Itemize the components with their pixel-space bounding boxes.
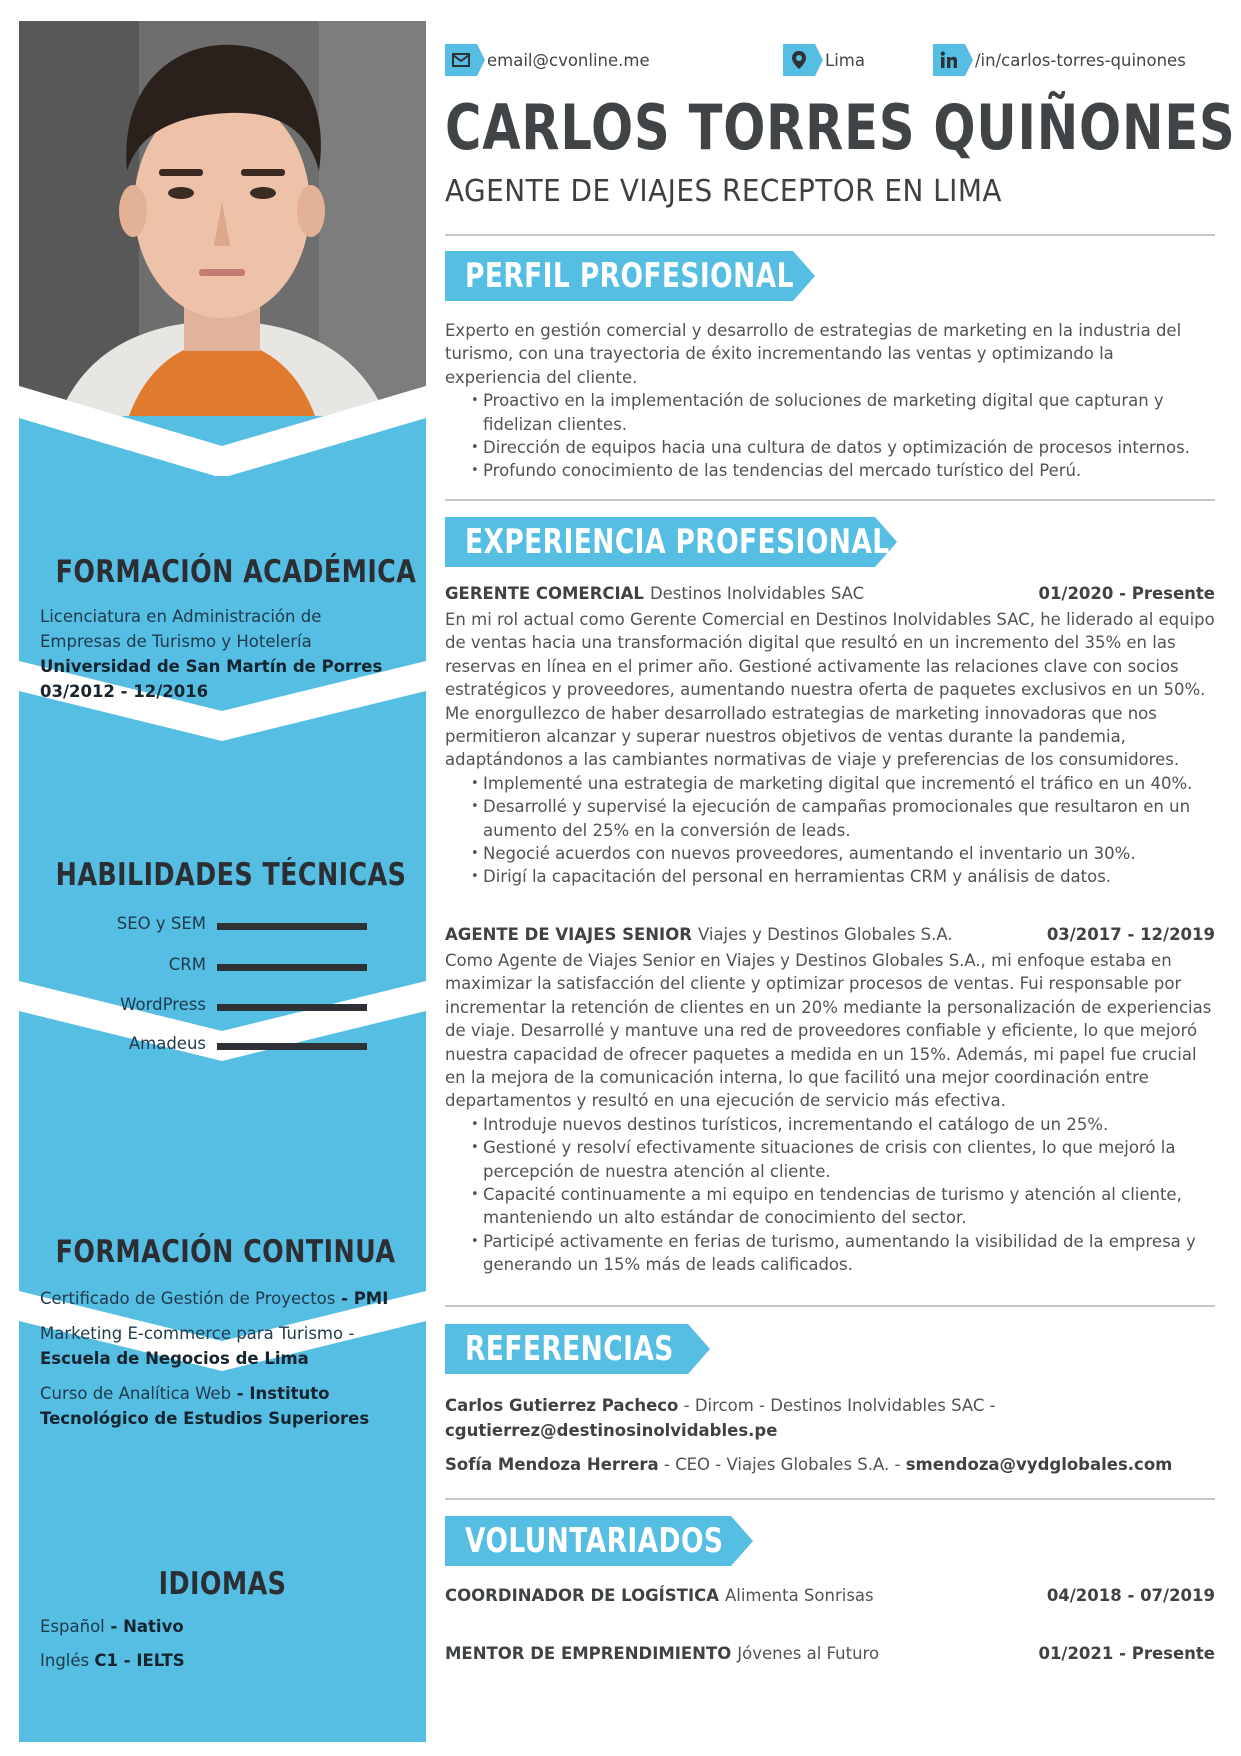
course-org: PMI: [353, 1289, 389, 1308]
job-role: AGENTE DE VIAJES SENIOR: [445, 925, 692, 944]
skill-bar-fill: [217, 923, 367, 930]
language-item: [19, 1648, 426, 1673]
profile-body: [445, 319, 1215, 483]
candidate-name: CARLOS TORRES QUIÑONES: [445, 91, 1236, 164]
education-dates: 03/2012 - 12/2016: [40, 682, 209, 701]
reference-detail: - CEO - Viajes Globales S.A. -: [658, 1455, 906, 1474]
chevron-divider: [19, 386, 426, 476]
reference-item: [445, 1452, 1215, 1477]
volunteer-item: [445, 1586, 1215, 1610]
course-item: [19, 1321, 426, 1371]
list-item: • Dirigí la capacitación del personal en herramientas CRM y análisis de datos.: [483, 865, 1215, 888]
languages-section: [19, 1566, 426, 1673]
contact-location: [783, 43, 865, 77]
list-item: • Capacité continuamente a mi equipo en tendencias de turismo y atención al cliente, manteniendo un alto estándar de conocimiento del sector.: [483, 1183, 1215, 1230]
volunteer-item: [445, 1644, 1215, 1668]
skill-name: SEO y SEM: [116, 914, 206, 933]
profile-title: PERFIL PROFESIONAL: [465, 256, 794, 296]
volunteer-role: MENTOR DE EMPRENDIMIENTO: [445, 1644, 732, 1663]
language-name: Inglés: [40, 1651, 90, 1670]
course-sep: -: [343, 1324, 355, 1343]
job-bullets: [445, 772, 1215, 889]
volunteer-date-start: 04/2018: [1046, 1586, 1122, 1605]
course-name: Curso de Analítica Web: [40, 1384, 232, 1403]
profile-bullets: [445, 389, 1215, 483]
skill-bar: [217, 923, 367, 930]
volunteering-title: VOLUNTARIADOS: [465, 1521, 724, 1561]
course-org: Escuela de Negocios de Lima: [40, 1349, 309, 1368]
skill-bar: [217, 1043, 367, 1050]
reference-item: [445, 1393, 1215, 1443]
volunteer-date-end: Presente: [1131, 1644, 1215, 1663]
course-sep: -: [335, 1289, 354, 1308]
job-body: [445, 949, 1215, 1277]
volunteer-dates: [1047, 1586, 1215, 1605]
skill-bar: [217, 964, 367, 971]
education-title: FORMACIÓN ACADÉMICA: [55, 554, 417, 590]
courses-section: [19, 1234, 426, 1441]
course-name: Certificado de Gestión de Proyectos: [40, 1289, 336, 1308]
education-school: Universidad de San Martín de Porres: [40, 657, 383, 676]
list-item: • Implementé una estrategia de marketing digital que incrementó el tráfico en un 40%.: [483, 772, 1215, 795]
list-item: • Proactivo en la implementación de soluciones de marketing digital que capturan y fidelizan clientes.: [483, 389, 1215, 436]
skill-name: CRM: [168, 955, 206, 974]
reference-email[interactable]: cgutierrez@destinosinolvidables.pe: [445, 1421, 778, 1440]
experience-title: EXPERIENCIA PROFESIONAL: [465, 522, 890, 562]
envelope-icon: [445, 44, 483, 76]
volunteer-date-end: 07/2019: [1140, 1586, 1215, 1605]
reference-name: Sofía Mendoza Herrera: [445, 1455, 659, 1474]
education-degree: Licenciatura en Administración de Empresas de Turismo y Hotelería: [40, 607, 322, 651]
profile-photo: [19, 21, 426, 416]
language-level: Nativo: [123, 1617, 184, 1636]
volunteer-date-sep: -: [1121, 1586, 1141, 1605]
contact-linkedin[interactable]: [933, 43, 1186, 77]
job-dates: [1038, 584, 1215, 603]
skills-title: HABILIDADES TÉCNICAS: [55, 857, 407, 893]
job-dates: [1047, 925, 1215, 944]
job-date-start: 03/2017: [1046, 925, 1122, 944]
course-name: Marketing E-commerce para Turismo: [40, 1324, 344, 1343]
job-header: [445, 925, 1215, 949]
divider: [445, 1498, 1215, 1500]
skills-section: [19, 857, 426, 893]
course-item: [19, 1286, 426, 1311]
skill-name: WordPress: [120, 995, 206, 1014]
list-item: • Dirección de equipos hacia una cultura de datos y optimización de procesos internos.: [483, 436, 1215, 459]
list-item: • Introduje nuevos destinos turísticos, incrementando el catálogo de un 25%.: [483, 1113, 1215, 1136]
skill-row: [19, 955, 426, 977]
list-item: • Negocié acuerdos con nuevos proveedores, aumentando el inventario un 30%.: [483, 842, 1215, 865]
list-item: • Gestioné y resolví efectivamente situaciones de crisis con clientes, lo que mejoró la percepción de nuestra atención al cliente.: [483, 1136, 1215, 1183]
profile-summary: Experto en gestión comercial y desarrollo de estrategias de marketing en la industria del turismo, con una trayectoria de éxito incrementando las ventas y optimizando la experiencia del cliente.: [445, 321, 1182, 387]
job-date-sep: -: [1121, 925, 1141, 944]
volunteer-dates: [1038, 1644, 1215, 1663]
list-item: • Desarrollé y supervisé la ejecución de campañas promocionales que resultaron en un aumento del 25% en la conversión de leads.: [483, 795, 1215, 842]
course-item: [19, 1381, 426, 1431]
job-body: [445, 608, 1215, 889]
list-item: • Profundo conocimiento de las tendencias del mercado turístico del Perú.: [483, 459, 1215, 482]
volunteer-org: Jóvenes al Futuro: [737, 1644, 880, 1663]
volunteer-role: COORDINADOR DE LOGÍSTICA: [445, 1586, 719, 1605]
skill-bar-fill: [217, 1004, 367, 1011]
course-sep: -: [231, 1384, 250, 1403]
skill-row: [19, 914, 426, 936]
job-date-end: 12/2019: [1140, 925, 1215, 944]
languages-title: IDIOMAS: [158, 1566, 287, 1602]
contact-email-text: email@cvonline.me: [487, 50, 650, 70]
skill-bar-fill: [217, 964, 367, 971]
volunteer-date-start: 01/2021: [1038, 1644, 1114, 1663]
job-bullets: [445, 1113, 1215, 1277]
job-description: Como Agente de Viajes Senior en Viajes y Destinos Globales S.A., mi enfoque estaba en maximizar la satisfacción del cliente y optimizar procesos de ventas. Fui responsable por incrementar la retención de clientes en un 20% mediante la personalización de experiencias de viaje. Desarrollé y mantuve una red de proveedores confiable y eficiente, lo que mejoró nuestra capacidad de ofrecer paquetes a medida en un 15%. Además, mi papel fue crucial en la mejora de la comunicación interna, lo que facilitó una mejor coordinación entre departamentos y resultó en una ejecución de servicio más efectiva.: [445, 951, 1212, 1111]
language-name: Español: [40, 1617, 105, 1636]
candidate-job-title: AGENTE DE VIAJES RECEPTOR EN LIMA: [445, 174, 1002, 209]
divider: [445, 499, 1215, 501]
divider: [445, 1305, 1215, 1307]
profile-photo-illustration: [19, 21, 426, 416]
language-item: [19, 1614, 426, 1639]
skill-bar-fill: [217, 1043, 367, 1050]
skill-row: [19, 1034, 426, 1056]
contact-email[interactable]: [445, 43, 650, 77]
skill-name: Amadeus: [128, 1034, 206, 1053]
volunteer-org: Alimenta Sonrisas: [724, 1586, 874, 1605]
contact-location-text: Lima: [825, 50, 865, 70]
language-sep: -: [104, 1617, 124, 1636]
education-section: [19, 554, 426, 704]
volunteer-date-sep: -: [1113, 1644, 1132, 1663]
job-date-sep: -: [1113, 584, 1132, 603]
reference-email[interactable]: smendoza@vydglobales.com: [905, 1455, 1173, 1474]
linkedin-icon: [933, 44, 971, 76]
divider: [445, 234, 1215, 236]
job-date-end: Presente: [1131, 584, 1215, 603]
courses-title: FORMACIÓN CONTINUA: [55, 1234, 396, 1270]
job-company: Destinos Inolvidables SAC: [649, 584, 865, 603]
skill-bar: [217, 1004, 367, 1011]
map-pin-icon: [783, 44, 821, 76]
job-role: GERENTE COMERCIAL: [445, 584, 644, 603]
contact-linkedin-text: /in/carlos-torres-quinones: [975, 50, 1186, 70]
language-level: C1 - IELTS: [94, 1651, 185, 1670]
job-description: En mi rol actual como Gerente Comercial en Destinos Inolvidables SAC, he liderado al equipo de ventas hacia una transformación digital que resultó en un incremento del 35% en las reservas en línea en el primer año. Gestioné activamente las relaciones clave con socios estratégicos y proveedores, aumentando nuestra oferta de paquetes exclusivos en un 50%. Me enorgullezco de haber desarrollado estrategias de marketing innovadoras que nos permitieron alcanzar y superar nuestros objetivos de ventas durante la pandemia, adaptándonos a las cambiantes normativas de viaje y preferencias de los consumidores.: [445, 610, 1215, 770]
reference-detail: - Dircom - Destinos Inolvidables SAC -: [678, 1396, 996, 1415]
job-company: Viajes y Destinos Globales S.A.: [697, 925, 953, 944]
list-item: • Participé activamente en ferias de turismo, aumentando la visibilidad de la empresa y generando un 15% más de leads calificados.: [483, 1230, 1215, 1277]
sidebar: [19, 21, 426, 1742]
course-org: Instituto Tecnológico de Estudios Superiores: [40, 1384, 370, 1428]
job-header: [445, 584, 1215, 608]
skill-row: [19, 995, 426, 1017]
references-title: REFERENCIAS: [465, 1329, 674, 1369]
reference-name: Carlos Gutierrez Pacheco: [445, 1396, 679, 1415]
job-date-start: 01/2020: [1038, 584, 1114, 603]
